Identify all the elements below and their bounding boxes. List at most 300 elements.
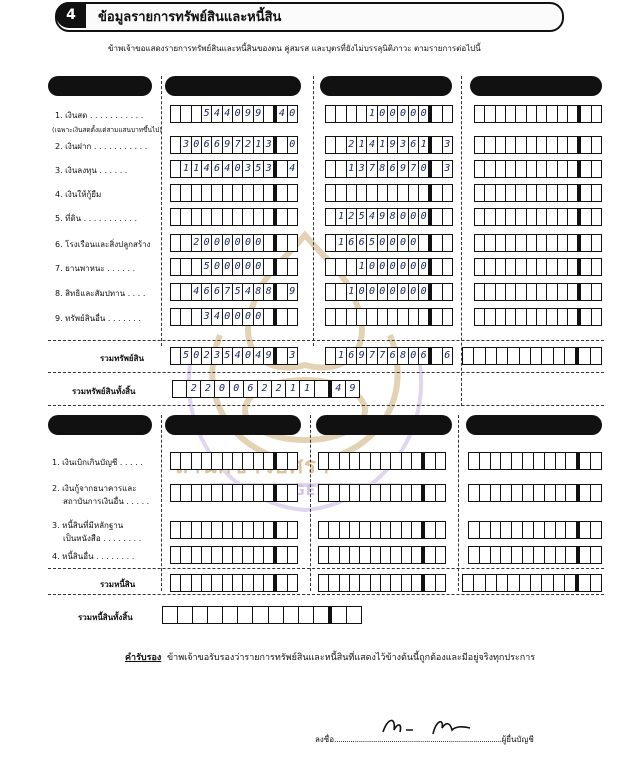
digit-cell (171, 575, 181, 591)
digit-cell (253, 607, 268, 623)
digit-cell: 1 (357, 259, 367, 275)
liab-owner-amount-box[interactable] (170, 521, 298, 539)
digit-cell (223, 607, 238, 623)
digit-cell (326, 209, 336, 225)
digit-cell (506, 185, 516, 201)
digit-cell (558, 137, 568, 153)
digit-cell (480, 547, 491, 563)
digit-cell (350, 522, 360, 538)
digit-cell: 6 (347, 348, 357, 364)
divider (161, 76, 162, 346)
digit-cell (181, 209, 191, 225)
owner-amount-box[interactable] (170, 234, 298, 252)
children-amount-box[interactable] (474, 208, 602, 226)
digit-cell (192, 106, 202, 122)
digit-cell (520, 348, 531, 364)
spouse-amount-box[interactable] (325, 283, 453, 301)
digit-cell: 7 (233, 137, 243, 153)
digit-cell (347, 185, 357, 201)
digit-cell (181, 185, 191, 201)
liab-spouse-total-box[interactable] (318, 574, 446, 592)
digit-cell: 0 (378, 284, 388, 300)
digit-cell: 3 (398, 137, 408, 153)
digit-cell: 5 (367, 235, 377, 251)
digit-cell (485, 106, 495, 122)
digit-cell (432, 309, 442, 325)
digit-cell (568, 284, 578, 300)
digit-cell (326, 284, 336, 300)
digit-cell (496, 137, 506, 153)
digit-cell (537, 309, 547, 325)
digit-cell (284, 607, 299, 623)
digit-cell (486, 575, 497, 591)
digit-cell (178, 607, 193, 623)
liab-children-amount-box[interactable] (468, 484, 602, 502)
digit-cell (496, 209, 506, 225)
digit-cell (485, 309, 495, 325)
digit-cell (277, 309, 287, 325)
digit-cell: 0 (233, 161, 243, 177)
owner-column-header (165, 76, 301, 96)
digit-cell: 4 (332, 381, 346, 397)
digit-cell: 0 (233, 235, 243, 251)
digit-cell (491, 453, 502, 469)
liab-children-amount-box[interactable] (468, 521, 602, 539)
digit-cell: 6 (409, 137, 419, 153)
children-amount-box[interactable] (474, 308, 602, 326)
digit-cell (469, 485, 480, 501)
liab-spouse-amount-box[interactable] (318, 521, 446, 539)
digit-cell: 4 (254, 348, 264, 364)
owner-amount-box[interactable] (170, 184, 298, 202)
digit-cell (192, 485, 202, 501)
owner-total-box[interactable] (170, 347, 298, 365)
digit-cell (512, 453, 523, 469)
digit-cell (475, 137, 485, 153)
digit-cell (527, 106, 537, 122)
asset-row-label: 5. ที่ดิน . . . . . . . . . . . (55, 214, 138, 223)
digit-cell (531, 348, 542, 364)
digit-cell (592, 235, 601, 251)
digit-cell (432, 106, 442, 122)
digit-cell (547, 235, 557, 251)
digit-cell (558, 309, 568, 325)
digit-cell (254, 547, 264, 563)
digit-cell (485, 284, 495, 300)
digit-cell (592, 284, 601, 300)
digit-cell (579, 575, 590, 591)
liab-children-amount-box[interactable] (468, 452, 602, 470)
digit-cell (264, 185, 274, 201)
spouse-amount-box[interactable] (325, 258, 453, 276)
digit-cell (501, 547, 512, 563)
digit-cell: 3 (264, 161, 274, 177)
digit-cell (558, 161, 568, 177)
digit-cell: 5 (357, 209, 367, 225)
digit-cell (516, 185, 526, 201)
digit-cell (233, 547, 243, 563)
digit-cell (558, 235, 568, 251)
digit-cell (474, 575, 485, 591)
digit-cell (566, 547, 577, 563)
digit-cell (171, 259, 181, 275)
digit-cell (527, 259, 537, 275)
digit-cell: 1 (367, 106, 377, 122)
digit-cell (254, 209, 264, 225)
digit-cell (592, 106, 601, 122)
digit-cell (269, 607, 284, 623)
spouse-amount-box[interactable] (325, 105, 453, 123)
digit-cell (592, 309, 601, 325)
digit-cell (381, 453, 391, 469)
certification-body: ข้าพเจ้าขอรับรองว่ารายการทรัพย์สินและหนี้สินที่แสดงไว้ข้างต้นนี้ถูกต้องและมีอยู่จริงทุกประการ (167, 653, 536, 663)
spouse-total-box[interactable] (325, 347, 453, 365)
digit-cell: 0 (233, 309, 243, 325)
digit-cell: 7 (378, 348, 388, 364)
asset-row-label: 1. เงินสด . . . . . . . . . . . (55, 111, 144, 120)
digit-cell (527, 284, 537, 300)
children-amount-box[interactable] (474, 160, 602, 178)
digit-cell (326, 348, 336, 364)
digit-cell (556, 453, 567, 469)
digit-cell (558, 185, 568, 201)
digit-cell (545, 547, 556, 563)
owner-amount-box[interactable] (170, 160, 298, 178)
digit-cell (208, 607, 223, 623)
liability-row-label: สถาบันการเงินอื่น . . . . . (63, 497, 150, 506)
digit-cell (547, 209, 557, 225)
digit-cell (243, 575, 253, 591)
digit-cell (277, 547, 287, 563)
liabilities-grand-total-box[interactable] (162, 606, 362, 624)
digit-cell (566, 453, 577, 469)
certification-text (125, 650, 535, 664)
liab-spouse-amount-box[interactable] (318, 546, 446, 564)
digit-cell (381, 547, 391, 563)
digit-cell (581, 259, 591, 275)
children-amount-box[interactable] (474, 136, 602, 154)
digit-cell (347, 106, 357, 122)
digit-cell: 1 (336, 348, 346, 364)
digit-cell: 3 (202, 309, 212, 325)
liabilities-column-header (48, 415, 152, 435)
digit-cell (378, 309, 388, 325)
digit-cell (171, 235, 181, 251)
digit-cell (486, 348, 497, 364)
digit-cell (181, 235, 191, 251)
digit-cell (443, 259, 452, 275)
digit-cell (264, 106, 274, 122)
digit-cell: 0 (233, 259, 243, 275)
digit-cell: 3 (212, 348, 222, 364)
digit-cell (171, 209, 181, 225)
digit-cell (580, 522, 591, 538)
digit-cell (425, 453, 435, 469)
asset-row-label: 4. เงินให้กู้ยืม (55, 190, 102, 199)
digit-cell (512, 485, 523, 501)
digit-cell (314, 607, 329, 623)
digit-cell (192, 185, 202, 201)
liab-spouse-column-header (316, 415, 452, 435)
owner-amount-box[interactable] (170, 283, 298, 301)
digit-cell: 3 (444, 139, 451, 150)
digit-cell: 5 (202, 106, 212, 122)
owner-amount-box[interactable] (170, 105, 298, 123)
digit-cell (357, 106, 367, 122)
divider (48, 594, 604, 595)
digit-cell (547, 259, 557, 275)
digit-cell: 0 (398, 209, 408, 225)
digit-cell: 0 (388, 284, 398, 300)
digit-cell: 0 (388, 235, 398, 251)
digit-cell (402, 453, 412, 469)
digit-cell: 8 (398, 348, 408, 364)
digit-cell: 3 (444, 163, 451, 174)
digit-cell (469, 522, 480, 538)
digit-cell (171, 309, 181, 325)
digit-cell: 2 (202, 348, 212, 364)
digit-cell: 0 (409, 235, 419, 251)
digit-cell (496, 235, 506, 251)
digit-cell (534, 453, 545, 469)
owner-amount-box[interactable] (170, 136, 298, 154)
digit-cell (412, 547, 422, 563)
digit-cell (336, 137, 346, 153)
digit-cell: 1 (336, 235, 346, 251)
asset-row-label: 7. ยานพาหนะ . . . . . . (55, 264, 136, 273)
digit-cell (329, 485, 339, 501)
assets-column-header (48, 76, 152, 96)
digit-cell: 6 (212, 284, 222, 300)
digit-cell (329, 547, 339, 563)
digit-cell (360, 453, 370, 469)
digit-cell (402, 485, 412, 501)
liab-children-column-header (466, 415, 602, 435)
digit-cell (432, 284, 442, 300)
assets-grand-total-box[interactable] (172, 380, 360, 398)
digit-cell: 0 (192, 137, 202, 153)
digit-cell (547, 161, 557, 177)
liab-children-amount-box[interactable] (468, 546, 602, 564)
digit-cell (591, 348, 601, 364)
owner-amount-box[interactable] (170, 258, 298, 276)
digit-cell (264, 209, 274, 225)
intro-text: ข้าพเจ้าขอแสดงรายการทรัพย์สินและหนี้สินของตน คู่สมรส และบุตรที่ยังไม่บรรลุนิติภาวะ ตามรายการต่อไปนี้ (108, 44, 481, 53)
digit-cell (547, 185, 557, 201)
digit-cell (485, 209, 495, 225)
digit-cell (516, 235, 526, 251)
digit-cell (474, 348, 485, 364)
spouse-amount-box[interactable] (325, 184, 453, 202)
digit-cell (516, 209, 526, 225)
owner-amount-box[interactable] (170, 208, 298, 226)
digit-cell (381, 575, 391, 591)
digit-cell (264, 259, 274, 275)
signature-suffix: ผู้ยื่นบัญชี (501, 735, 534, 744)
digit-cell (288, 522, 297, 538)
digit-cell: 6 (202, 137, 212, 153)
digit-cell (212, 485, 222, 501)
digit-cell (319, 522, 329, 538)
digit-cell (243, 185, 253, 201)
digit-cell (223, 209, 233, 225)
digit-cell (254, 522, 264, 538)
digit-cell (537, 161, 547, 177)
digit-cell (319, 575, 329, 591)
digit-cell: 0 (233, 106, 243, 122)
digit-cell: 0 (378, 235, 388, 251)
digit-cell: 5 (202, 259, 212, 275)
digit-cell (443, 309, 452, 325)
digit-cell (581, 284, 591, 300)
digit-cell (326, 185, 336, 201)
digit-cell (202, 453, 212, 469)
digit-cell (371, 547, 381, 563)
liab-children-total-box[interactable] (462, 574, 602, 592)
liab-owner-amount-box[interactable] (170, 546, 298, 564)
digit-cell: 0 (243, 235, 253, 251)
digit-cell (319, 453, 329, 469)
digit-cell (181, 284, 191, 300)
digit-cell (496, 309, 506, 325)
digit-cell (388, 185, 398, 201)
digit-cell: 7 (409, 161, 419, 177)
digit-cell: 0 (357, 284, 367, 300)
digit-cell (233, 575, 243, 591)
digit-cell (243, 547, 253, 563)
digit-cell: 0 (230, 381, 244, 397)
digit-cell (542, 575, 553, 591)
digit-cell (264, 235, 274, 251)
liab-owner-amount-box[interactable] (170, 484, 298, 502)
spouse-amount-box[interactable] (325, 136, 453, 154)
digit-cell (357, 185, 367, 201)
liab-owner-amount-box[interactable] (170, 452, 298, 470)
digit-cell (192, 522, 202, 538)
spouse-amount-box[interactable] (325, 160, 453, 178)
digit-cell (277, 522, 287, 538)
digit-cell (243, 453, 253, 469)
digit-cell: 2 (347, 137, 357, 153)
spouse-amount-box[interactable] (325, 234, 453, 252)
asset-row-sublabel: (เฉพาะเงินสดตั้งแต่สามแสนบาทขึ้นไป) (52, 126, 162, 134)
digit-cell (171, 185, 181, 201)
owner-amount-box[interactable] (170, 308, 298, 326)
digit-cell: 0 (419, 259, 429, 275)
digit-cell: 0 (243, 348, 253, 364)
digit-cell (371, 575, 381, 591)
digit-cell (547, 284, 557, 300)
digit-cell (223, 485, 233, 501)
digit-cell: 0 (419, 209, 429, 225)
digit-cell (398, 309, 408, 325)
children-amount-box[interactable] (474, 234, 602, 252)
digit-cell (277, 348, 287, 364)
section-number: 4 (56, 2, 86, 28)
digit-cell (480, 522, 491, 538)
liab-spouse-amount-box[interactable] (318, 484, 446, 502)
digit-cell (288, 185, 297, 201)
digit-cell (254, 485, 264, 501)
digit-cell: 0 (388, 259, 398, 275)
digit-cell: 0 (419, 161, 429, 177)
digit-cell (288, 209, 297, 225)
liab-owner-total-box[interactable] (170, 574, 298, 592)
digit-cell: 5 (254, 161, 264, 177)
liab-spouse-amount-box[interactable] (318, 452, 446, 470)
digit-cell (436, 485, 445, 501)
digit-cell (171, 161, 181, 177)
digit-cell (501, 522, 512, 538)
digit-cell (264, 522, 274, 538)
children-amount-box[interactable] (474, 283, 602, 301)
digit-cell (545, 485, 556, 501)
digit-cell: 1 (300, 381, 314, 397)
divider (310, 415, 311, 591)
digit-cell: 0 (243, 309, 253, 325)
children-amount-box[interactable] (474, 184, 602, 202)
children-total-box[interactable] (462, 347, 602, 365)
digit-cell (192, 453, 202, 469)
digit-cell (402, 547, 412, 563)
children-amount-box[interactable] (474, 105, 602, 123)
digit-cell (171, 284, 181, 300)
digit-cell: 6 (202, 284, 212, 300)
digit-cell (243, 485, 253, 501)
section-title: ข้อมูลรายการทรัพย์สินและหนี้สิน (98, 10, 282, 25)
digit-cell: 8 (264, 284, 274, 300)
digit-cell (485, 259, 495, 275)
digit-cell (299, 607, 314, 623)
digit-cell (523, 453, 534, 469)
digit-cell (212, 209, 222, 225)
digit-cell (412, 522, 422, 538)
digit-cell (432, 161, 442, 177)
digit-cell (388, 309, 398, 325)
signature-line: ลงชื่อ..................................................................................ผู้ยื่นบัญชี (315, 735, 534, 744)
digit-cell: 3 (243, 161, 253, 177)
digit-cell: 5 (181, 348, 191, 364)
digit-cell (475, 106, 485, 122)
digit-cell: 9 (388, 137, 398, 153)
spouse-amount-box[interactable] (325, 308, 453, 326)
digit-cell (565, 348, 576, 364)
digit-cell (391, 485, 401, 501)
spouse-amount-box[interactable] (325, 208, 453, 226)
digit-cell (516, 161, 526, 177)
digit-cell: 0 (212, 259, 222, 275)
digit-cell (485, 185, 495, 201)
digit-cell: 0 (243, 259, 253, 275)
digit-cell (496, 161, 506, 177)
digit-cell (315, 381, 329, 397)
divider (48, 372, 604, 373)
digit-cell (475, 284, 485, 300)
digit-cell (558, 209, 568, 225)
digit-cell (592, 259, 601, 275)
digit-cell (288, 453, 297, 469)
watermark-subtext: AGENCY (281, 483, 352, 499)
digit-cell: 0 (254, 259, 264, 275)
digit-cell (443, 209, 452, 225)
digit-cell (350, 453, 360, 469)
digit-cell (547, 137, 557, 153)
digit-cell: 1 (357, 137, 367, 153)
digit-cell (475, 209, 485, 225)
children-amount-box[interactable] (474, 258, 602, 276)
digit-cell (531, 575, 542, 591)
digit-cell (581, 106, 591, 122)
